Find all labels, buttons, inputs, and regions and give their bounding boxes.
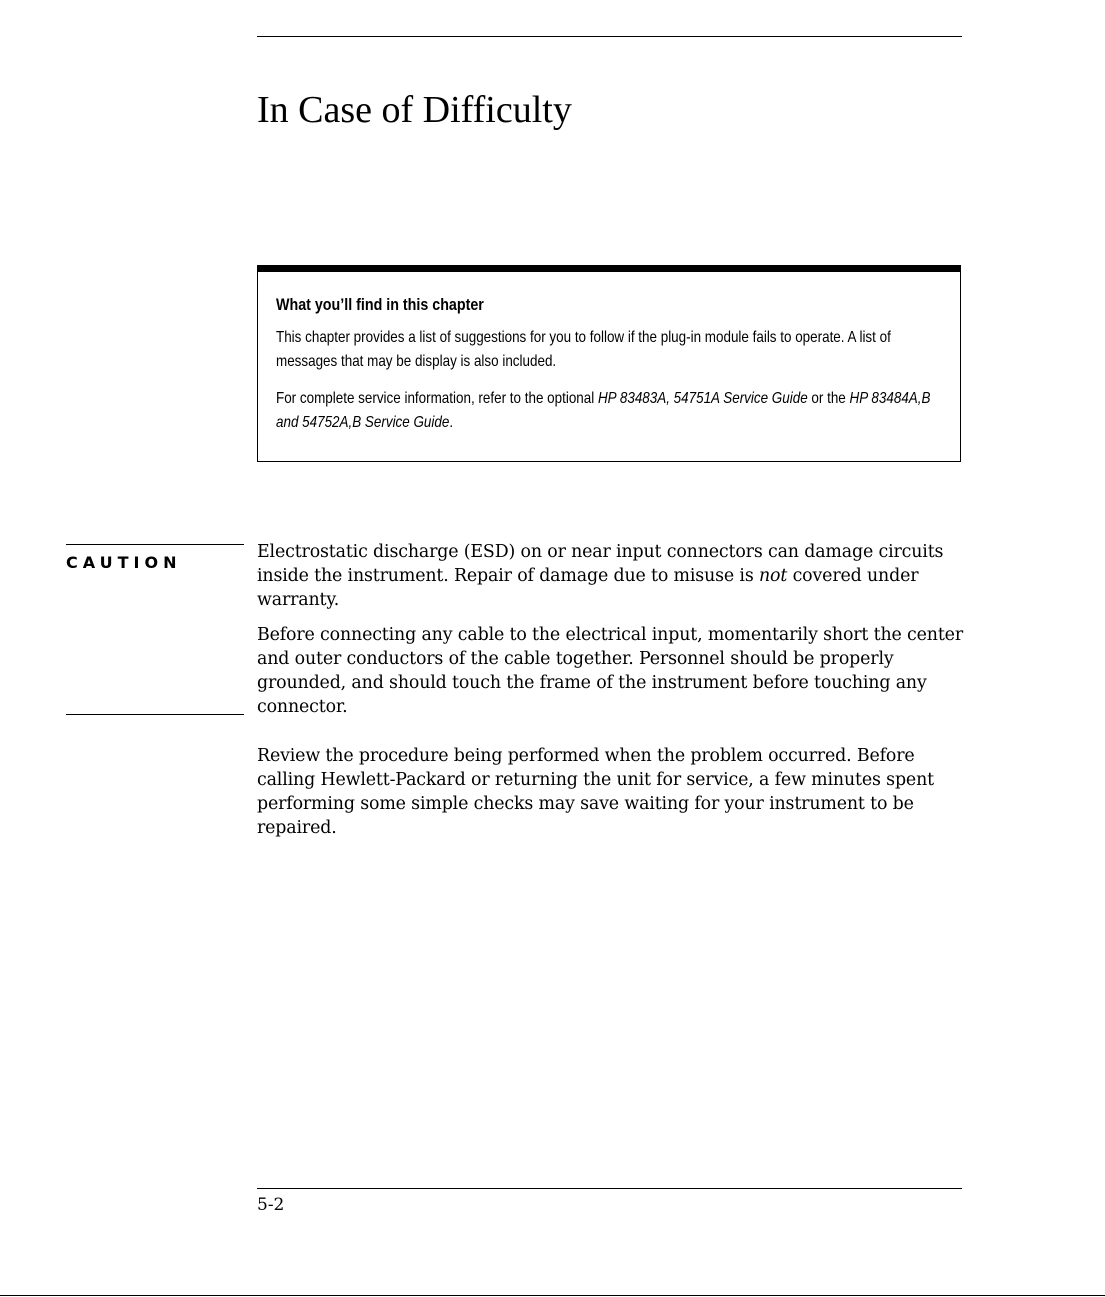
review-procedure-paragraph: Review the procedure being performed when the problem occurred. Before calling Hewlett-Packard or returning the unit for service, a few minutes spent performing some simple checks may save waiting for your instrument to be repaired.	[257, 746, 934, 838]
service-info-prefix: For complete service information, refer to the optional	[276, 390, 598, 407]
caution-esd-prefix: Electrostatic discharge (ESD) on or near input connectors can damage circuits inside the instrument. Repair of damage due to misuse is	[257, 542, 944, 586]
caution-rule-top	[66, 544, 244, 545]
service-guide-title-2: HP 83484A,B and 54752A,B Service Guide	[276, 390, 931, 431]
page-edge-rule	[0, 1295, 1105, 1296]
service-info-paragraph	[276, 387, 948, 435]
service-guide-title-1: HP 83483A, 54751A Service Guide	[597, 390, 808, 407]
top-rule	[257, 36, 962, 37]
chapter-summary-content	[276, 294, 931, 448]
chapter-summary-box	[257, 265, 961, 462]
caution-emphasis: not	[759, 566, 788, 586]
caution-rule-bottom	[66, 714, 244, 715]
caution-esd-suffix: covered under warranty.	[257, 566, 919, 610]
chapter-summary-paragraph: This chapter provides a list of suggestions for you to follow if the plug-in module fails to operate. A list of messages that may be display is also included.	[276, 329, 891, 370]
service-info-mid: or the	[807, 390, 850, 407]
page-title: In Case of Difficulty	[257, 89, 572, 131]
chapter-summary-heading: What you’ll find in this chapter	[276, 295, 484, 314]
service-info-suffix: .	[449, 414, 454, 431]
page-number: 5-2	[257, 1195, 285, 1215]
caution-label: CAUTION	[66, 553, 182, 572]
bottom-rule	[257, 1188, 962, 1189]
caution-esd-paragraph	[257, 540, 967, 612]
caution-grounding-paragraph: Before connecting any cable to the electrical input, momentarily short the center and outer conductors of the cable together. Personnel should be properly grounded, and should touch the frame of the instrument before touching any connector.	[257, 625, 963, 717]
